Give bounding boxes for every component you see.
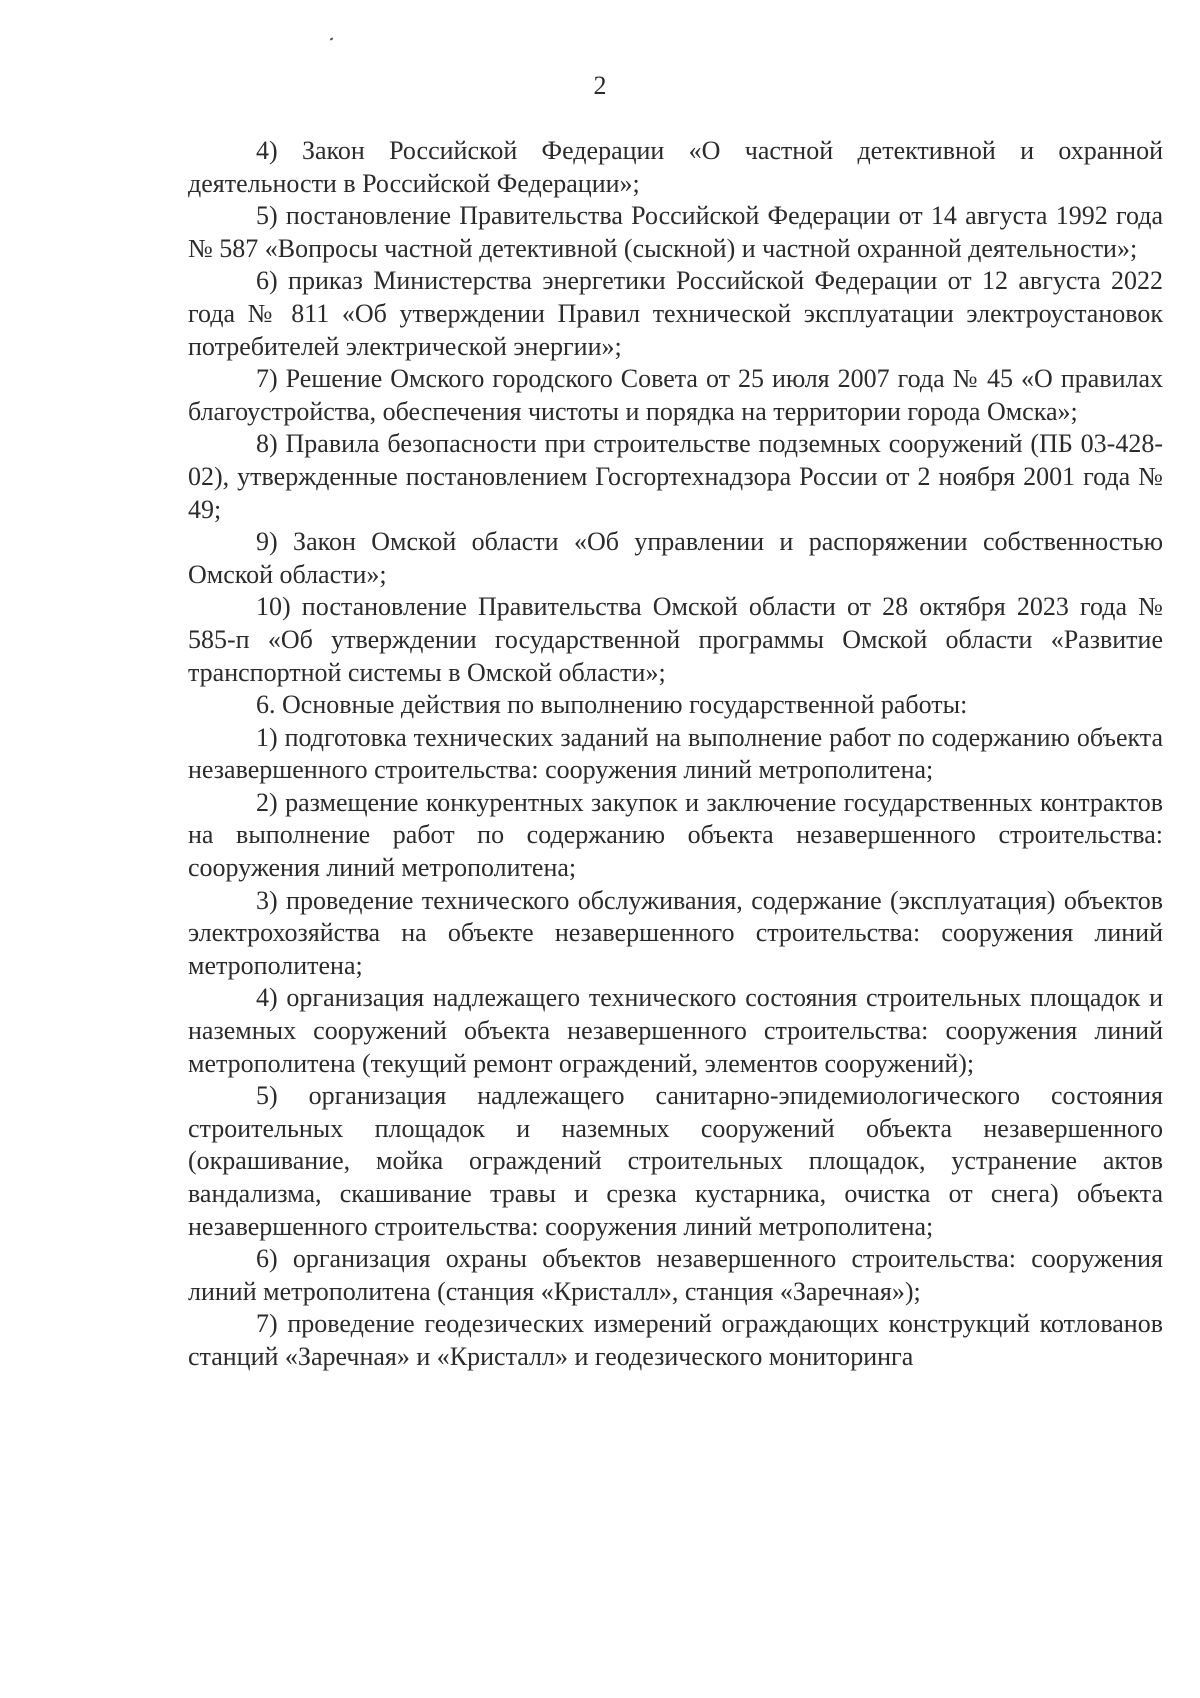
list-item-energy-ministry-order-811: 6) приказ Министерства энергетики Российской Федерации от 12 августа 2022 года № 811 «Об утверждении Правил технической эксплуатации электроустановок потребителей электрической энергии»; <box>188 266 1163 361</box>
list-item-omsk-government-decree-585: 10) постановление Правительства Омской области от 28 октября 2023 года № 585-п «Об утверждении государственной программы Омской области «Развитие транспортной системы в Омской области»; <box>188 592 1163 687</box>
list-item-safety-rules-pb: 8) Правила безопасности при строительстве подземных сооружений (ПБ 03-428-02), утвержденные постановлением Госгортехнадзора России от 2 ноября 2001 года № 49; <box>188 429 1163 524</box>
action-item-security: 6) организация охраны объектов незавершенного строительства: сооружения линий метрополитена (станция «Кристалл», станция «Заречная»); <box>188 1244 1163 1306</box>
action-item-procurement: 2) размещение конкурентных закупок и заключение государственных контрактов на выполнение работ по содержанию объекта незавершенного строительства: сооружения линий метрополитена; <box>188 787 1163 883</box>
list-item-omsk-region-property-law: 9) Закон Омской области «Об управлении и распоряжении собственностью Омской области»; <box>188 527 1163 589</box>
document-body <box>188 135 1163 1374</box>
page-number: 2 <box>593 71 607 100</box>
action-item-sanitary-condition: 5) организация надлежащего санитарно-эпидемиологического состояния строительных площадок и наземных сооружений объекта незавершенного (окрашивание, мойка ограждений строительных площадок, устранение актов вандализма, скашивание травы и срезка кустарника, очистка от снега) объекта незавершенного строительства: сооружения линий метрополитена; <box>188 1081 1163 1241</box>
scan-speck <box>330 37 334 40</box>
action-item-electrical-maintenance: 3) проведение технического обслуживания, содержание (эксплуатация) объектов электрохозяйства на объекте незавершенного строительства: сооружения линий метрополитена; <box>188 885 1163 980</box>
list-item-law-detective-activity: 4) Закон Российской Федерации «О частной детективной и охранной деятельности в Российской Федерации»; <box>188 136 1163 198</box>
action-item-technical-tasks: 1) подготовка технических заданий на выполнение работ по содержанию объекта незавершенного строительства: сооружения линий метрополитена; <box>188 722 1163 785</box>
action-item-technical-condition: 4) организация надлежащего технического состояния строительных площадок и наземных сооружений объекта незавершенного строительства: сооружения линий метрополитена (текущий ремонт ограждений, элементов сооружений); <box>188 983 1163 1078</box>
list-item-government-decree-587: 5) постановление Правительства Российской Федерации от 14 августа 1992 года № 587 «Вопросы частной детективной (сыскной) и частной охранной деятельности»; <box>188 201 1163 263</box>
section-heading-main-actions: 6. Основные действия по выполнению государственной работы: <box>256 690 968 720</box>
action-item-geodetic-measurements: 7) проведение геодезических измерений ограждающих конструкций котлованов станций «Заречная» и «Кристалл» и геодезического мониторинга <box>188 1309 1163 1371</box>
list-item-omsk-council-decision-45: 7) Решение Омского городского Совета от 25 июля 2007 года № 45 «О правилах благоустройства, обеспечения чистоты и порядка на территории города Омска»; <box>188 364 1163 426</box>
